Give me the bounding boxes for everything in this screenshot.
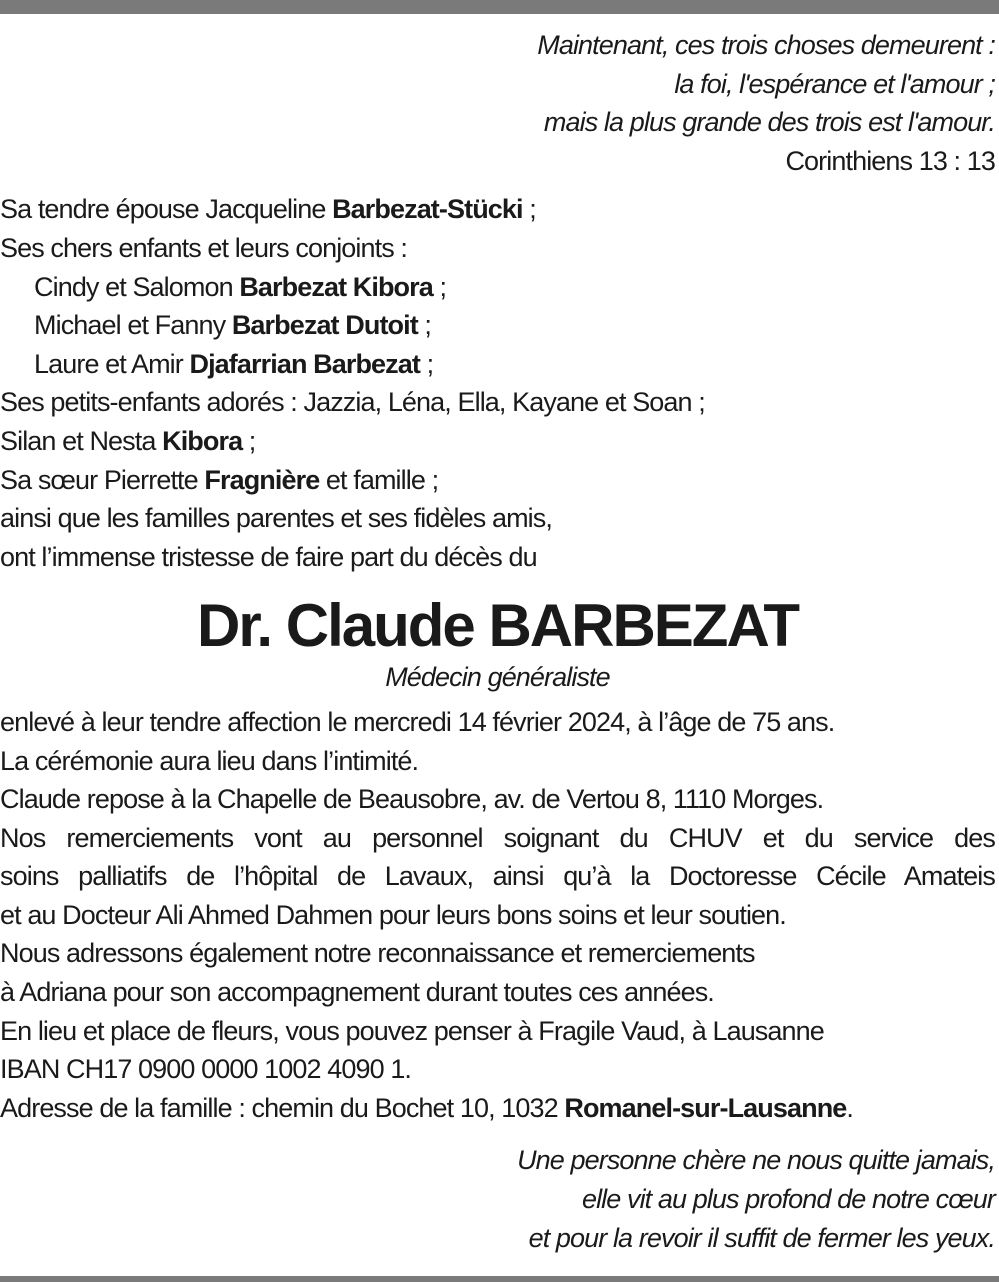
closing-line: elle vit au plus profond de notre cœur — [581, 1184, 995, 1215]
body-line: Nous adressons également notre reconnaissance et remerciements — [0, 938, 755, 969]
body-line: soins palliatifs de l’hôpital de Lavaux, ainsi qu’à la Doctoresse Cécile Amateis — [0, 861, 995, 892]
child-line: Michael et Fanny Barbezat Dutoit ; — [34, 310, 432, 341]
children-intro: Ses chers enfants et leurs conjoints : — [0, 232, 408, 263]
announcement-line: ont l’immense tristesse de faire part du décès du — [0, 541, 537, 572]
body-line: à Adriana pour son accompagnement durant toutes ces années. — [0, 977, 714, 1008]
child-line: Laure et Amir Djafarrian Barbezat ; — [34, 348, 434, 379]
closing-line: et pour la revoir il suffit de fermer les yeux. — [528, 1222, 995, 1253]
top-border-rule — [0, 0, 999, 14]
verse-line: la foi, l'espérance et l'amour ; — [674, 68, 995, 99]
verse-line: Maintenant, ces trois choses demeurent : — [537, 30, 995, 60]
deceased-name: Dr. Claude BARBEZAT — [197, 592, 798, 660]
child-line: Cindy et Salomon Barbezat Kibora ; — [34, 271, 447, 302]
verse-line: mais la plus grande des trois est l'amour. — [543, 107, 995, 138]
bible-verse — [0, 26, 995, 180]
body-line: Claude repose à la Chapelle de Beausobre, av. de Vertou 8, 1110 Morges. — [0, 784, 824, 815]
body-line: En lieu et place de fleurs, vous pouvez penser à Fragile Vaud, à Lausanne — [0, 1015, 824, 1046]
body-line: IBAN CH17 0900 0000 1002 4090 1. — [0, 1054, 412, 1085]
family-list — [0, 190, 995, 576]
closing-quote — [0, 1141, 995, 1257]
family-address: Adresse de la famille : chemin du Bochet 10, 1032 Romanel-sur-Lausanne. — [0, 1092, 854, 1123]
body-line: enlevé à leur tendre affection le mercredi 14 février 2024, à l’âge de 75 ans. — [0, 706, 835, 737]
grandchildren-line: Ses petits-enfants adorés : Jazzia, Léna, Ella, Kayane et Soan ; — [0, 387, 705, 418]
relatives-line: Silan et Nesta Kibora ; — [0, 425, 256, 456]
sister-line: Sa sœur Pierrette Fragnière et famille ; — [0, 464, 439, 495]
spouse-line: Sa tendre épouse Jacqueline Barbezat-Stücki ; — [0, 194, 536, 225]
notice-body — [0, 703, 995, 1128]
body-line: Nos remerciements vont au personnel soignant du CHUV et du service des — [0, 822, 995, 853]
obituary-notice — [0, 26, 995, 1257]
bottom-border-rule — [0, 1276, 999, 1282]
closing-line: Une personne chère ne nous quitte jamais, — [517, 1145, 995, 1176]
body-line: La cérémonie aura lieu dans l’intimité. — [0, 745, 419, 776]
body-line: et au Docteur Ali Ahmed Dahmen pour leurs bons soins et leur soutien. — [0, 899, 786, 930]
deceased-profession: Médecin généraliste — [385, 662, 610, 693]
verse-reference: Corinthiens 13 : 13 — [785, 145, 995, 176]
relatives-friends-line: ainsi que les familles parentes et ses fidèles amis, — [0, 503, 552, 534]
